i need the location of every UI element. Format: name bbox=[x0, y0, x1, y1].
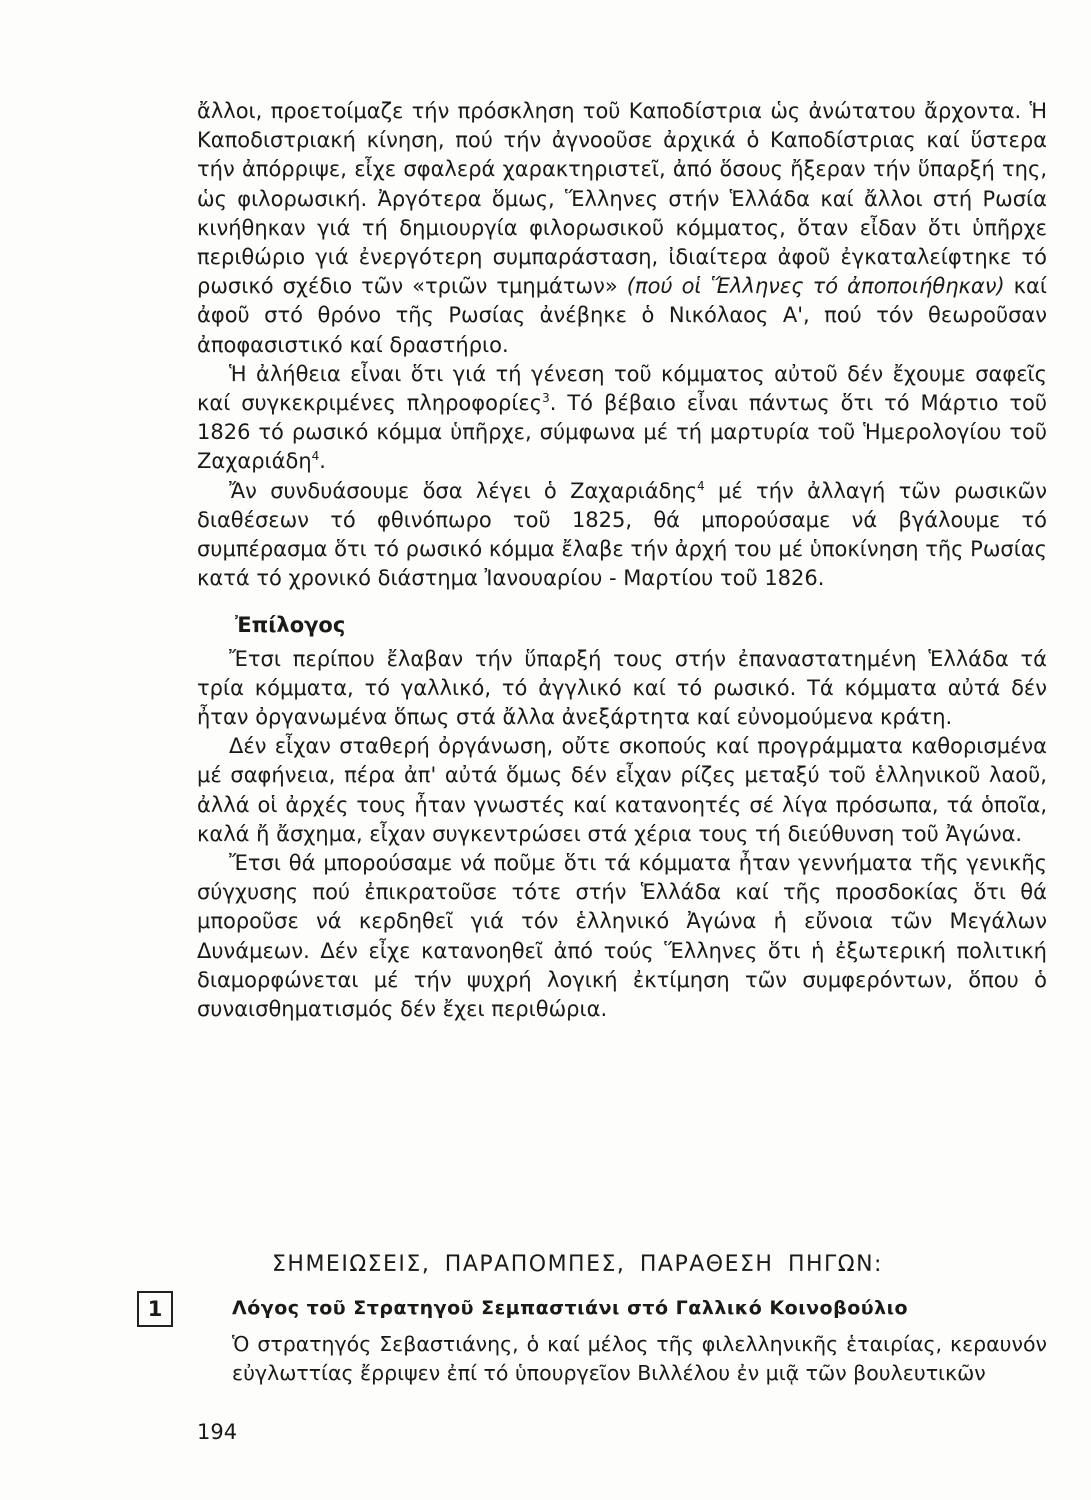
paragraph-5: Δέν εἶχαν σταθερή ὀργάνωση, οὔτε σκοπούς καί προγράμματα καθορισμένα μέ σαφήνεια, πέρα ἀπ' αὐτά ὅμως δέν εἶχαν ρίζες μεταξύ τοῦ ἑλληνικοῦ λαοῦ, ἀλλά οἱ ἀρχές τους ἦταν γνωστές καί κατανοητές σέ λίγα πρόσωπα, τά ὁποῖα, καλά ἤ ἄσχημα, εἶχαν συγκεντρώσει στά χέρια τους τή διεύθυνση τοῦ Ἀγώνα. bbox=[197, 734, 1047, 846]
paragraph-6: Ἔτσι θά μπορούσαμε νά ποῦμε ὅτι τά κόμματα ἦταν γεννήματα τῆς γενικῆς σύγχυσης πού ἐπικρατοῦσε τότε στήν Ἑλλάδα καί τῆς προσδοκίας ὅτι θά μποροῦσε νά κερδηθεῖ γιά τόν ἑλληνικό Ἀγώνα ἡ εὔνοια τῶν Μεγάλων Δυνάμεων. Δέν εἶχε κατανοηθεῖ ἀπό τούς Ἕλληνες ὅτι ἡ ἐξωτερική πολιτική διαμορφώνεται μέ τήν ψυχρή λογική ἐκτίμηση τῶν συμφερόντων, ὅπου ὁ συναισθηματισμός δέν ἔχει περιθώρια. bbox=[197, 851, 1047, 1022]
page-number: 194 bbox=[197, 1420, 238, 1444]
note-number-box bbox=[137, 1291, 173, 1327]
italic-aside: (πού οἱ Ἕλληνες τό ἀποποιήθηκαν) bbox=[626, 274, 1005, 299]
paragraph-3: Ἄν συνδυάσουμε ὅσα λέγει ὁ Ζαχαριάδης$^4$ μέ τήν ἀλλαγή τῶν ρωσικῶν διαθέσεων τό φθινόπωρο τοῦ 1825, θά μπορούσαμε νά βγάλουμε τό συμπέρασμα ὅτι τό ρωσικό κόμμα ἔλαβε τήν ἀρχή του μέ ὑποκίνηση τῆς Ρωσίας κατά τό χρονικό διάστημα Ἰανουαρίου - Μαρτίου τοῦ 1826. bbox=[197, 478, 1047, 591]
note-text: Ὁ στρατηγός Σεβαστιάνης, ὁ καί μέλος τῆς φιλελληνικῆς ἑταιρίας, κεραυνόν εὐγλωττίας ἔρριψεν ἐπί τό ὑπουργεῖον Βιλλέλου ἐν μιᾷ τῶν βουλευτικῶν bbox=[232, 1332, 1047, 1385]
paragraph-2: Ἡ ἀλήθεια εἶναι ὅτι γιά τή γένεση τοῦ κόμματος αὐτοῦ δέν ἔχουμε σαφεῖς καί συγκεκριμένες πληροφορίες$^3$. Τό βέβαιο εἶναι πάντως ὅτι τό Μάρτιο τοῦ 1826 τό ρωσικό κόμμα ὑπῆρχε, σύμφωνα μέ τή μαρτυρία τοῦ Ἡμερολογίου τοῦ Ζαχαριάδη$^4$. bbox=[197, 361, 1047, 474]
footnote-ref: 4 bbox=[697, 478, 705, 493]
note-heading: Λόγος τοῦ Στρατηγοῦ Σεμπαστιάνι στό Γαλλικό Κοινοβούλιο bbox=[232, 1297, 909, 1319]
note-number: 1 bbox=[147, 1297, 163, 1321]
paragraph-4: Ἔτσι περίπου ἔλαβαν τήν ὕπαρξή τους στήν ἐπαναστατημένη Ἑλλάδα τά τρία κόμματα, τό γαλλικό, τό ἀγγλικό καί τό ρωσικό. Τά κόμματα αὐτά δέν ἦταν ὀργανωμένα ὅπως στά ἄλλα ἀνεξάρτητα καί εὐνομούμενα κράτη. bbox=[197, 646, 1047, 730]
footnote-ref: 3 bbox=[542, 391, 550, 406]
main-text bbox=[197, 97, 1047, 1024]
paragraph-1: ἄλλοι, προετοίμαζε τήν πρόσκληση τοῦ Καποδίστρια ὡς ἀνώτατου ἄρχοντα. Ἡ Καποδιστριακή κίνηση, πού τήν ἀγνοοῦσε ἀρχικά ὁ Καποδίστριας καί ὕστερα τήν ἀπόρριψε, εἶχε σφαλερά χαρακτηριστεῖ, ἀπό ὅσους ἤξεραν τήν ὕπαρξή της, ὡς φιλορωσική. Ἀργότερα ὅμως, Ἕλληνες στήν Ἑλλάδα καί ἄλλοι στή Ρωσία κινήθηκαν γιά τή δημιουργία φιλορωσικοῦ κόμματος, ὅταν εἶδαν ὅτι ὑπῆρχε περιθώριο γιά ἐνεργότερη συμπαράσταση, ἰδιαίτερα ἀφοῦ ἐγκαταλείφτηκε τό ρωσικό σχέδιο τῶν «τριῶν τμημάτων» (πού οἱ Ἕλληνες τό ἀποποιήθηκαν) καί ἀφοῦ στό θρόνο τῆς Ρωσίας ἀνέβηκε ὁ Νικόλαος Α', πού τόν θεωροῦσαν ἀποφασιστικό καί δραστήριο. bbox=[197, 99, 1047, 357]
footnote-ref: 4 bbox=[311, 449, 320, 464]
notes-title: ΣΗΜΕΙΩΣΕΙΣ, ΠΑΡΑΠΟΜΠΕΣ, ΠΑΡΑΘΕΣΗ ΠΗΓΩΝ: bbox=[272, 1252, 883, 1277]
section-heading: Ἐπίλογος bbox=[235, 613, 346, 638]
